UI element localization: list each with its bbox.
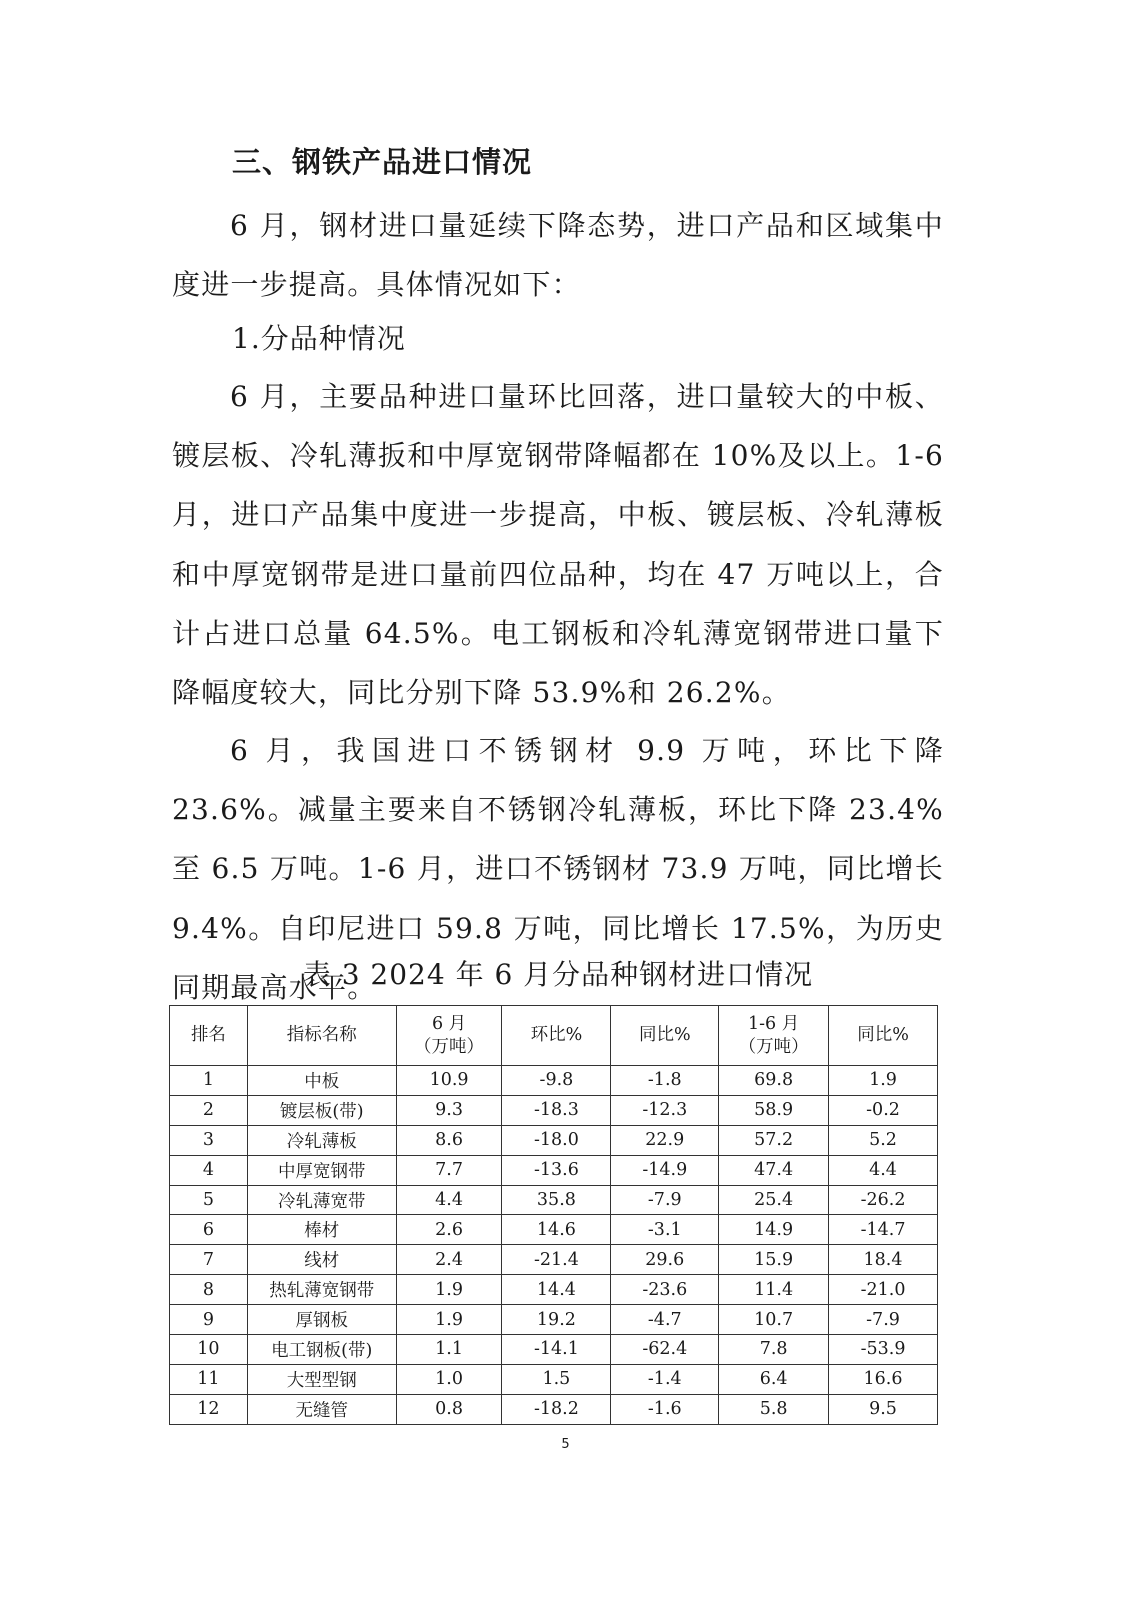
cell-mom: -14.1 [502,1335,611,1365]
cell-june: 4.4 [396,1185,502,1215]
cell-rank: 7 [170,1245,248,1275]
cell-ytd-yoy: 16.6 [829,1364,938,1394]
cell-june: 1.1 [396,1335,502,1365]
cell-ytd: 25.4 [719,1185,829,1215]
header-june-line2: （万吨） [414,1036,485,1057]
cell-mom: -9.8 [502,1066,611,1096]
table-row [170,1305,938,1335]
cell-mom: 14.6 [502,1215,611,1245]
cell-name: 热轧薄宽钢带 [247,1275,396,1305]
cell-ytd-yoy: 18.4 [829,1245,938,1275]
cell-name: 中板 [247,1066,396,1096]
cell-rank: 4 [170,1155,248,1185]
cell-rank: 12 [170,1394,248,1424]
cell-june: 1.9 [396,1305,502,1335]
cell-ytd-yoy: 4.4 [829,1155,938,1185]
table-row [170,1185,938,1215]
cell-name: 冷轧薄板 [247,1125,396,1155]
cell-ytd: 69.8 [719,1066,829,1096]
cell-mom: 1.5 [502,1364,611,1394]
cell-rank: 3 [170,1125,248,1155]
cell-june: 8.6 [396,1125,502,1155]
table-row [170,1335,938,1365]
header-rank: 排名 [170,1006,248,1066]
table-row [170,1245,938,1275]
cell-yoy: 22.9 [611,1125,719,1155]
sub-heading: 1.分品种情况 [232,322,406,355]
cell-ytd: 58.9 [719,1095,829,1125]
header-ytd-yoy: 同比% [829,1006,938,1066]
cell-yoy: -23.6 [611,1275,719,1305]
cell-ytd-yoy: -26.2 [829,1185,938,1215]
varieties-paragraph: 6 月，主要品种进口量环比回落，进口量较大的中板、镀层板、冷轧薄扳和中厚宽钢带降幅都在 10%及以上。1-6 月，进口产品集中度进一步提高，中板、镀层板、冷轧薄板和中厚宽钢带是进口量前四位品种，均在 47 万吨以上，合计占进口总量 64.5%。电工钢板和冷轧薄宽钢带进口量下降幅度较大，同比分别下降 53.9%和 26.2%。 [172,380,944,710]
cell-mom: -18.2 [502,1394,611,1424]
cell-ytd-yoy: -53.9 [829,1335,938,1365]
cell-ytd: 47.4 [719,1155,829,1185]
table-row [170,1275,938,1305]
cell-yoy: -7.9 [611,1185,719,1215]
cell-rank: 2 [170,1095,248,1125]
cell-yoy: -62.4 [611,1335,719,1365]
table-row [170,1095,938,1125]
cell-ytd: 10.7 [719,1305,829,1335]
cell-june: 2.6 [396,1215,502,1245]
cell-name: 线材 [247,1245,396,1275]
cell-mom: -21.4 [502,1245,611,1275]
cell-ytd-yoy: -0.2 [829,1095,938,1125]
cell-rank: 8 [170,1275,248,1305]
cell-name: 大型型钢 [247,1364,396,1394]
cell-ytd-yoy: -14.7 [829,1215,938,1245]
cell-yoy: -1.8 [611,1066,719,1096]
cell-mom: -18.3 [502,1095,611,1125]
cell-mom: 35.8 [502,1185,611,1215]
cell-ytd: 57.2 [719,1125,829,1155]
cell-ytd: 5.8 [719,1394,829,1424]
cell-june: 2.4 [396,1245,502,1275]
cell-ytd: 11.4 [719,1275,829,1305]
table-row [170,1066,938,1096]
cell-mom: -13.6 [502,1155,611,1185]
cell-yoy: -12.3 [611,1095,719,1125]
cell-ytd: 14.9 [719,1215,829,1245]
cell-ytd: 7.8 [719,1335,829,1365]
cell-june: 1.0 [396,1364,502,1394]
cell-ytd-yoy: 9.5 [829,1394,938,1424]
header-mom: 环比% [502,1006,611,1066]
cell-yoy: -1.6 [611,1394,719,1424]
cell-june: 10.9 [396,1066,502,1096]
cell-yoy: -14.9 [611,1155,719,1185]
cell-june: 0.8 [396,1394,502,1424]
header-ytd-line1: 1-6 月 [748,1013,800,1034]
cell-ytd-yoy: 1.9 [829,1066,938,1096]
table-row [170,1215,938,1245]
cell-june: 7.7 [396,1155,502,1185]
cell-june: 1.9 [396,1275,502,1305]
cell-june: 9.3 [396,1095,502,1125]
cell-name: 冷轧薄宽带 [247,1185,396,1215]
cell-ytd-yoy: 5.2 [829,1125,938,1155]
page-number: 5 [561,1437,570,1452]
cell-name: 厚钢板 [247,1305,396,1335]
header-name: 指标名称 [247,1006,396,1066]
cell-rank: 11 [170,1364,248,1394]
header-ytd-line2: （万吨） [738,1036,809,1057]
cell-rank: 10 [170,1335,248,1365]
table-row [170,1125,938,1155]
table-caption: 表 3 2024 年 6 月分品种钢材进口情况 [302,958,814,991]
cell-mom: 19.2 [502,1305,611,1335]
cell-yoy: -4.7 [611,1305,719,1335]
cell-mom: 14.4 [502,1275,611,1305]
cell-rank: 1 [170,1066,248,1096]
cell-rank: 6 [170,1215,248,1245]
cell-name: 棒材 [247,1215,396,1245]
cell-name: 镀层板(带) [247,1095,396,1125]
table-row [170,1364,938,1394]
cell-ytd-yoy: -21.0 [829,1275,938,1305]
cell-ytd-yoy: -7.9 [829,1305,938,1335]
header-june [396,1006,502,1066]
table-header-row [170,1006,938,1066]
table-row [170,1394,938,1424]
cell-name: 中厚宽钢带 [247,1155,396,1185]
cell-name: 无缝管 [247,1394,396,1424]
cell-name: 电工钢板(带) [247,1335,396,1365]
header-yoy: 同比% [611,1006,719,1066]
section-heading: 三、钢铁产品进口情况 [232,145,533,179]
cell-ytd: 6.4 [719,1364,829,1394]
cell-rank: 5 [170,1185,248,1215]
header-june-line1: 6 月 [431,1013,467,1034]
cell-ytd: 15.9 [719,1245,829,1275]
cell-rank: 9 [170,1305,248,1335]
cell-mom: -18.0 [502,1125,611,1155]
import-table [169,1005,938,1425]
table-row [170,1155,938,1185]
cell-yoy: 29.6 [611,1245,719,1275]
intro-paragraph: 6 月，钢材进口量延续下降态势，进口产品和区域集中度进一步提高。具体情况如下： [172,209,944,302]
stainless-paragraph: 6 月，我国进口不锈钢材 9.9 万吨，环比下降 23.6%。减量主要来自不锈钢冷轧薄板，环比下降 23.4%至 6.5 万吨。1-6 月，进口不锈钢材 73.9 万吨，同比增长 9.4%。自印尼进口 59.8 万吨，同比增长 17.5%，为历史同期最高水平。 [172,734,944,1004]
header-ytd [719,1006,829,1066]
cell-yoy: -1.4 [611,1364,719,1394]
cell-yoy: -3.1 [611,1215,719,1245]
